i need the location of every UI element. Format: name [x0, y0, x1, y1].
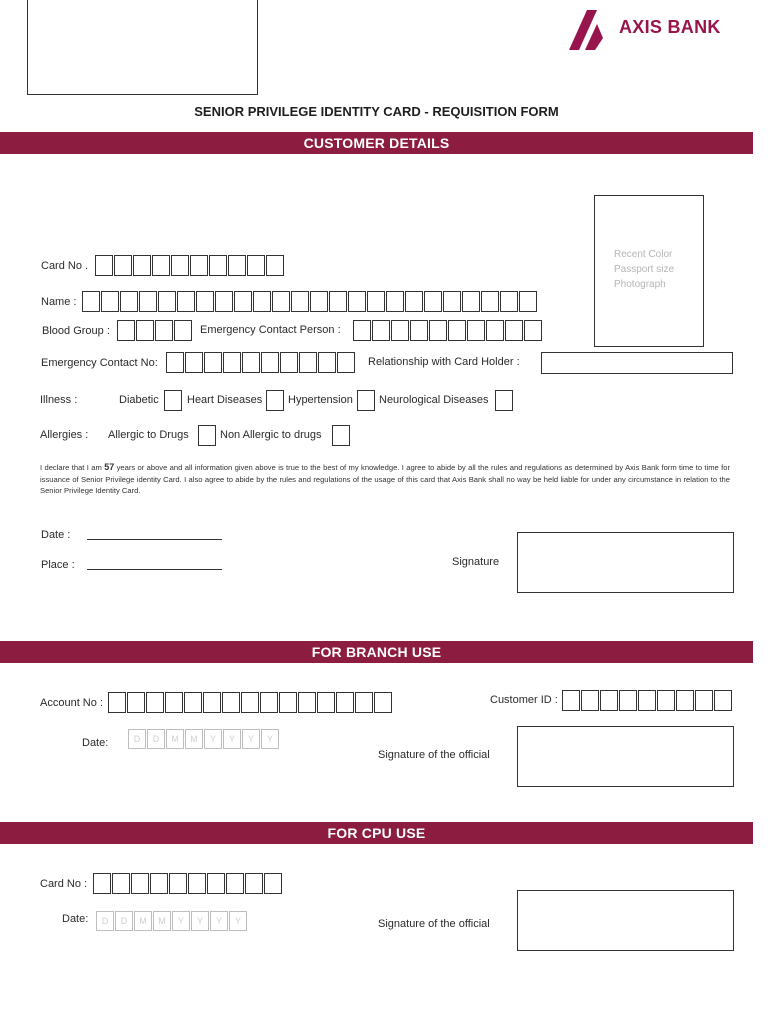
- char-cell[interactable]: [299, 352, 317, 373]
- char-cell[interactable]: [152, 255, 170, 276]
- char-cell[interactable]: [127, 692, 145, 713]
- heart-diseases-checkbox[interactable]: [266, 390, 284, 411]
- date-cell[interactable]: Y: [242, 729, 260, 749]
- char-cell[interactable]: [467, 320, 485, 341]
- branch-use-heading: FOR BRANCH USE: [0, 641, 753, 663]
- char-cell[interactable]: [562, 690, 580, 711]
- date-cell[interactable]: D: [147, 729, 165, 749]
- char-cell[interactable]: [291, 291, 309, 312]
- char-cell[interactable]: [133, 255, 151, 276]
- char-cell[interactable]: [174, 320, 192, 341]
- diabetic-checkbox[interactable]: [164, 390, 182, 411]
- char-cell[interactable]: [253, 291, 271, 312]
- char-cell[interactable]: [410, 320, 428, 341]
- date-cell[interactable]: Y: [223, 729, 241, 749]
- signature-label: Signature: [452, 556, 500, 568]
- char-cell[interactable]: [405, 291, 423, 312]
- char-cell[interactable]: [337, 352, 355, 373]
- place-line[interactable]: [87, 569, 222, 570]
- relationship-label: Relationship with Card Holder :: [368, 356, 520, 368]
- emergency-person-label: Emergency Contact Person :: [200, 324, 341, 336]
- cpu-card-no-field[interactable]: [93, 873, 283, 894]
- char-cell[interactable]: [600, 690, 618, 711]
- char-cell[interactable]: [112, 873, 130, 894]
- date-line[interactable]: [87, 539, 222, 540]
- hypertension-checkbox[interactable]: [357, 390, 375, 411]
- allergies-label: Allergies :: [40, 429, 89, 441]
- name-field[interactable]: [82, 291, 538, 312]
- date-cell[interactable]: Y: [210, 911, 228, 931]
- non-allergic-checkbox[interactable]: [332, 425, 350, 446]
- char-cell[interactable]: [169, 873, 187, 894]
- photo-box[interactable]: [594, 195, 704, 347]
- char-cell[interactable]: [247, 255, 265, 276]
- char-cell[interactable]: [391, 320, 409, 341]
- char-cell[interactable]: [367, 291, 385, 312]
- char-cell[interactable]: [158, 291, 176, 312]
- char-cell[interactable]: [222, 692, 240, 713]
- char-cell[interactable]: [462, 291, 480, 312]
- char-cell[interactable]: [184, 692, 202, 713]
- neurological-checkbox[interactable]: [495, 390, 513, 411]
- char-cell[interactable]: [114, 255, 132, 276]
- char-cell[interactable]: [242, 352, 260, 373]
- char-cell[interactable]: [279, 692, 297, 713]
- date-cell[interactable]: M: [153, 911, 171, 931]
- date-cell[interactable]: D: [115, 911, 133, 931]
- char-cell[interactable]: [481, 291, 499, 312]
- char-cell[interactable]: [209, 255, 227, 276]
- char-cell[interactable]: [714, 690, 732, 711]
- declaration-text: [40, 462, 730, 497]
- char-cell[interactable]: [266, 255, 284, 276]
- char-cell[interactable]: [150, 873, 168, 894]
- char-cell[interactable]: [355, 692, 373, 713]
- char-cell[interactable]: [524, 320, 542, 341]
- date-label: Date :: [41, 529, 71, 541]
- char-cell[interactable]: [353, 320, 371, 341]
- char-cell[interactable]: [188, 873, 206, 894]
- char-cell[interactable]: [260, 692, 278, 713]
- char-cell[interactable]: [101, 291, 119, 312]
- char-cell[interactable]: [676, 690, 694, 711]
- customer-details-heading: CUSTOMER DETAILS: [0, 132, 753, 154]
- char-cell[interactable]: [190, 255, 208, 276]
- char-cell[interactable]: [245, 873, 263, 894]
- branch-date-field[interactable]: [128, 729, 280, 749]
- account-no-field[interactable]: [108, 692, 393, 713]
- char-cell[interactable]: [177, 291, 195, 312]
- declaration-part-1: I declare that I am: [40, 463, 102, 472]
- char-cell[interactable]: [424, 291, 442, 312]
- photo-instructions: Recent Color Passport size Photograph: [614, 249, 675, 290]
- char-cell[interactable]: [519, 291, 537, 312]
- declaration-age: 57: [104, 462, 115, 472]
- top-left-blank-box: [27, 0, 258, 95]
- illness-option-hypertension: Hypertension: [288, 394, 353, 406]
- char-cell[interactable]: [93, 873, 111, 894]
- allergic-to-drugs-checkbox[interactable]: [198, 425, 216, 446]
- cpu-official-signature-box[interactable]: [517, 890, 734, 951]
- blood-group-label: Blood Group :: [42, 325, 110, 337]
- allergy-option-none: Non Allergic to drugs: [220, 429, 322, 441]
- branch-official-signature-box[interactable]: [517, 726, 734, 787]
- char-cell[interactable]: [372, 320, 390, 341]
- date-cell[interactable]: M: [134, 911, 152, 931]
- char-cell[interactable]: [638, 690, 656, 711]
- char-cell[interactable]: [486, 320, 504, 341]
- char-cell[interactable]: [95, 255, 113, 276]
- bank-name: AXIS BANK: [619, 17, 721, 37]
- relationship-field[interactable]: [541, 352, 733, 374]
- customer-id-field[interactable]: [562, 690, 733, 711]
- emergency-no-field[interactable]: [166, 352, 356, 373]
- char-cell[interactable]: [196, 291, 214, 312]
- date-cell[interactable]: Y: [204, 729, 222, 749]
- char-cell[interactable]: [329, 291, 347, 312]
- account-no-label: Account No :: [40, 697, 103, 709]
- char-cell[interactable]: [310, 291, 328, 312]
- char-cell[interactable]: [215, 291, 233, 312]
- emergency-person-field[interactable]: [353, 320, 543, 341]
- char-cell[interactable]: [185, 352, 203, 373]
- cpu-official-signature-label: Signature of the official: [378, 918, 490, 930]
- char-cell[interactable]: [166, 352, 184, 373]
- illness-option-neurological: Neurological Diseases: [379, 394, 489, 406]
- branch-official-signature-label: Signature of the official: [378, 749, 490, 761]
- cpu-date-field[interactable]: [96, 911, 248, 931]
- branch-date-label: Date:: [82, 737, 109, 749]
- char-cell[interactable]: [165, 692, 183, 713]
- illness-option-heart: Heart Diseases: [187, 394, 263, 406]
- char-cell[interactable]: [695, 690, 713, 711]
- char-cell[interactable]: [374, 692, 392, 713]
- emergency-no-label: Emergency Contact No:: [41, 357, 158, 369]
- date-cell[interactable]: Y: [261, 729, 279, 749]
- axis-bank-logo: [569, 10, 739, 52]
- char-cell[interactable]: [234, 291, 252, 312]
- cpu-date-label: Date:: [62, 913, 89, 925]
- char-cell[interactable]: [448, 320, 466, 341]
- illness-option-diabetic: Diabetic: [119, 394, 159, 406]
- name-label: Name :: [41, 296, 77, 308]
- char-cell[interactable]: [203, 692, 221, 713]
- char-cell[interactable]: [155, 320, 173, 341]
- allergy-option-drugs: Allergic to Drugs: [108, 429, 189, 441]
- cpu-card-no-label: Card No :: [40, 878, 88, 890]
- axis-logo-icon: [569, 10, 615, 50]
- char-cell[interactable]: [131, 873, 149, 894]
- form-title: SENIOR PRIVILEGE IDENTITY CARD - REQUISITION FORM: [194, 104, 559, 119]
- char-cell[interactable]: [108, 692, 126, 713]
- char-cell[interactable]: [120, 291, 138, 312]
- char-cell[interactable]: [348, 291, 366, 312]
- char-cell[interactable]: [429, 320, 447, 341]
- place-label: Place :: [41, 559, 75, 571]
- char-cell[interactable]: [241, 692, 259, 713]
- char-cell[interactable]: [228, 255, 246, 276]
- char-cell[interactable]: [505, 320, 523, 341]
- card-no-label: Card No .: [41, 260, 89, 272]
- char-cell[interactable]: [171, 255, 189, 276]
- date-cell[interactable]: Y: [172, 911, 190, 931]
- char-cell[interactable]: [336, 692, 354, 713]
- char-cell[interactable]: [317, 692, 335, 713]
- signature-box[interactable]: [517, 532, 734, 593]
- date-cell[interactable]: D: [96, 911, 114, 931]
- illness-label: Illness :: [40, 394, 78, 406]
- date-cell[interactable]: Y: [191, 911, 209, 931]
- char-cell[interactable]: [146, 692, 164, 713]
- char-cell[interactable]: [619, 690, 637, 711]
- declaration-part-2: years or above and all information given above is true to the best of my knowledge. I agree to abide by all the rules and regulations as determined by Axis Bank form time to time for issuance of Senior Privilege identity Card. I also agree to abide by the rules and regulations of the usage of this card that Axis Bank shall no way be held liable for under any circumstance in relation to the Senior Privilege Identity Card.: [40, 463, 730, 495]
- char-cell[interactable]: [443, 291, 461, 312]
- char-cell[interactable]: [318, 352, 336, 373]
- cpu-use-heading: FOR CPU USE: [0, 822, 753, 844]
- char-cell[interactable]: [204, 352, 222, 373]
- date-cell[interactable]: Y: [229, 911, 247, 931]
- char-cell[interactable]: [139, 291, 157, 312]
- char-cell[interactable]: [226, 873, 244, 894]
- char-cell[interactable]: [657, 690, 675, 711]
- char-cell[interactable]: [298, 692, 316, 713]
- char-cell[interactable]: [136, 320, 154, 341]
- date-cell[interactable]: D: [128, 729, 146, 749]
- char-cell[interactable]: [264, 873, 282, 894]
- date-cell[interactable]: M: [166, 729, 184, 749]
- char-cell[interactable]: [223, 352, 241, 373]
- char-cell[interactable]: [82, 291, 100, 312]
- blood-group-field[interactable]: [117, 320, 193, 341]
- char-cell[interactable]: [117, 320, 135, 341]
- date-cell[interactable]: M: [185, 729, 203, 749]
- char-cell[interactable]: [261, 352, 279, 373]
- char-cell[interactable]: [207, 873, 225, 894]
- char-cell[interactable]: [581, 690, 599, 711]
- char-cell[interactable]: [500, 291, 518, 312]
- char-cell[interactable]: [280, 352, 298, 373]
- char-cell[interactable]: [272, 291, 290, 312]
- card-no-field[interactable]: [95, 255, 285, 276]
- customer-id-label: Customer ID :: [490, 694, 558, 706]
- char-cell[interactable]: [386, 291, 404, 312]
